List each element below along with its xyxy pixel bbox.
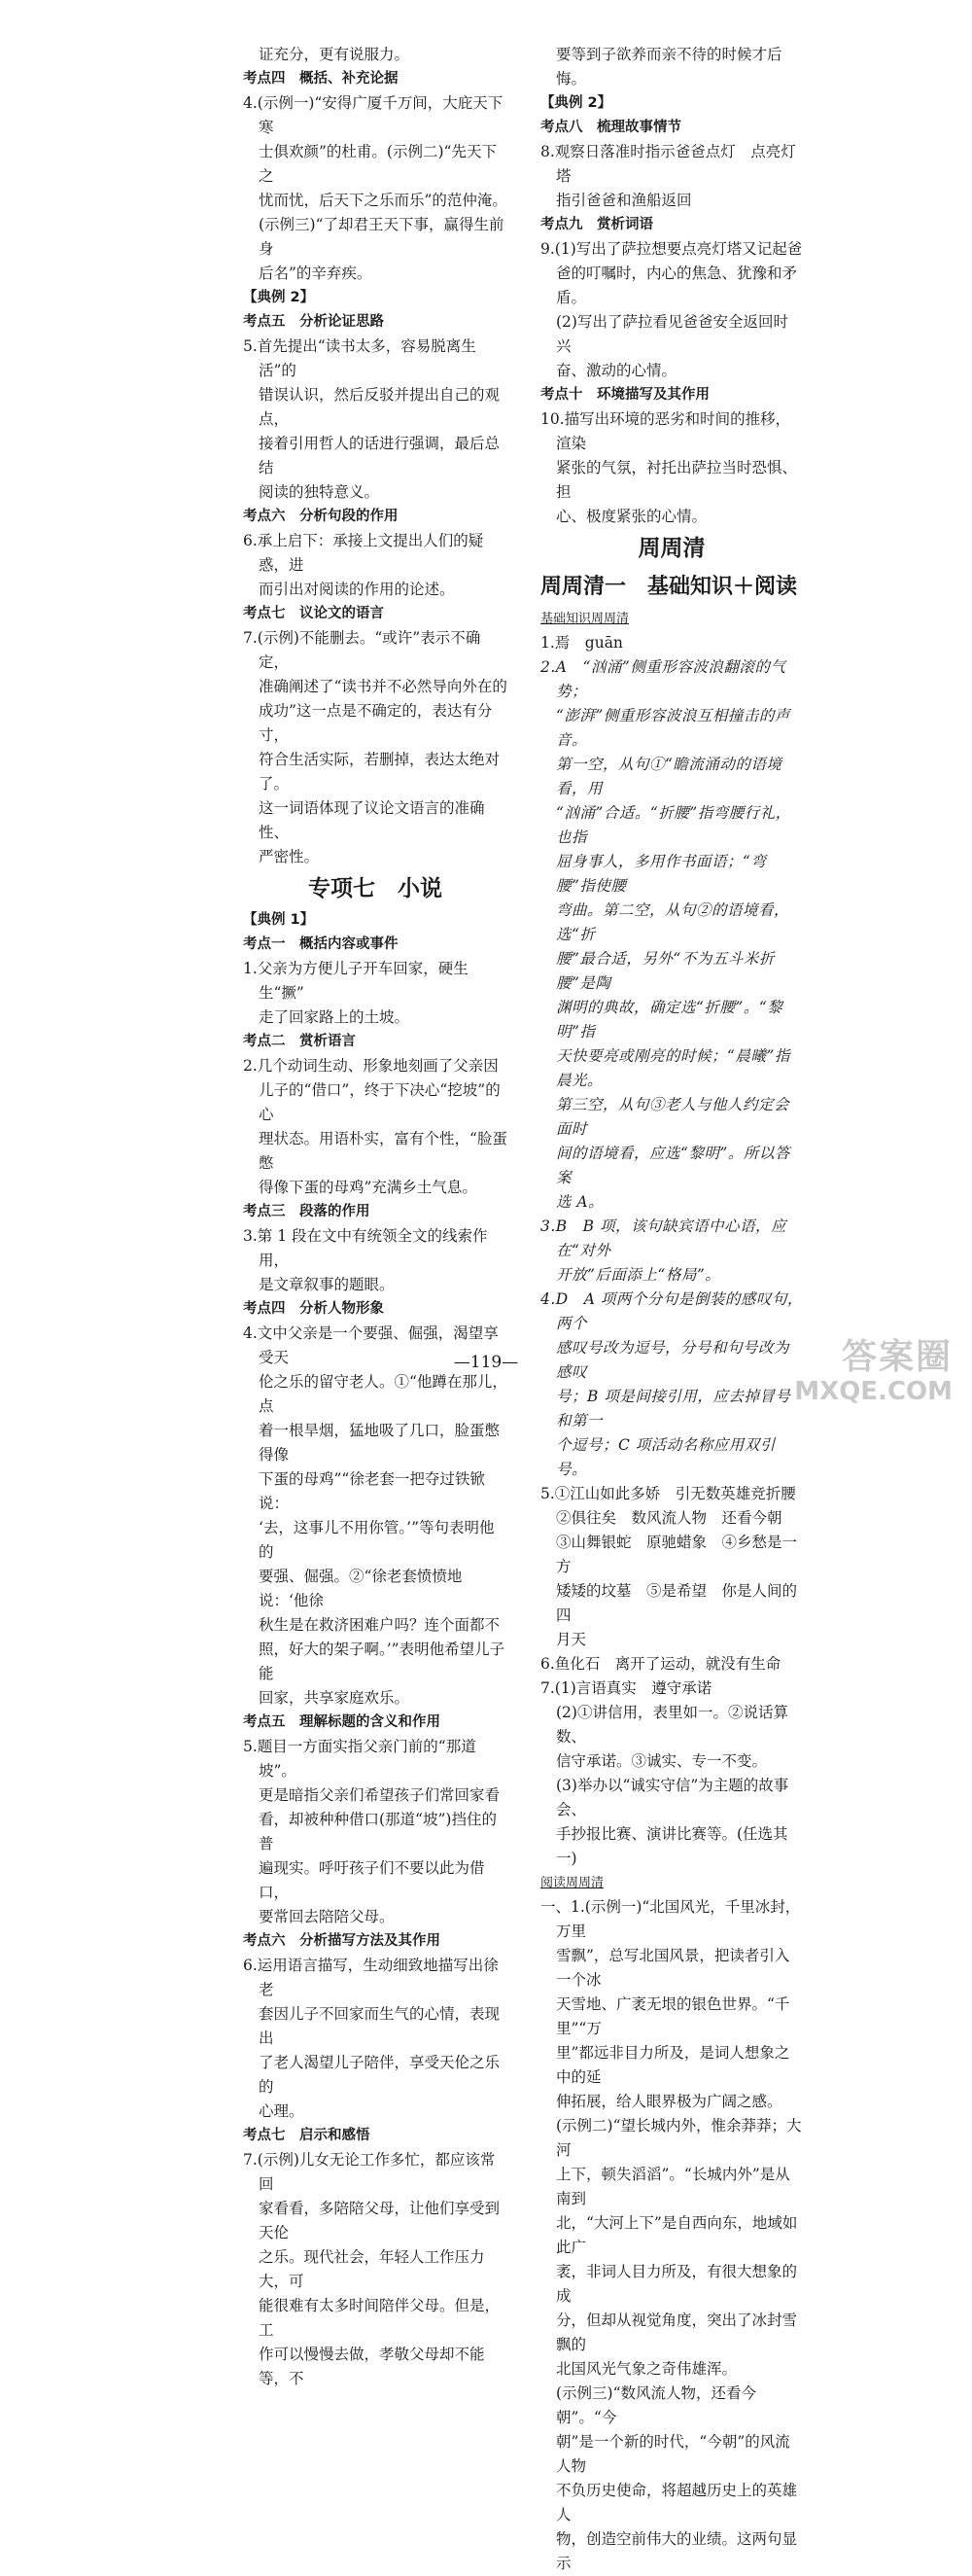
text-line: 1.父亲为方便儿子开车回家，硬生生“撅” [243,960,469,1002]
section-heading: 考点一 概括内容或事件 [243,936,399,952]
text-line: 儿子的“借口”，终于下决心“挖坡”的心 [259,1081,501,1123]
text-line: 月天 [556,1631,587,1648]
section-heading: 考点九 赏析词语 [540,217,653,232]
text-line: 是文章叙事的题眼。 [259,1276,395,1293]
text-line: 个逗号；C 项活动名称应用双引号。 [556,1436,776,1478]
text-line: 分，但却从视觉角度，突出了冰封雪飘的 [556,2311,798,2353]
text-line: 更是暗指父亲们希望孩子们常回家看 [259,1786,501,1804]
text-line: (2)写出了萨拉看见爸爸安全返回时兴 [556,313,788,355]
text-line: 忧而忧，后天下之乐而乐”的范仲淹。 [259,192,507,209]
text-line: (示例二)“望长城内外，惟余莽莽；大河 [556,2117,802,2159]
text-line: 6.承上启下：承接上文提出人们的疑惑，进 [243,532,484,574]
section-heading: 考点十 环境描写及其作用 [540,387,710,403]
text-line: 看，却被种种借口(那道“坡”)挡住的普 [259,1811,497,1853]
text-line: 5.①江山如此多娇 引无数英雄竞折腰 [540,1485,796,1502]
text-line: 爸的叮嘱时，内心的焦急、犹豫和矛盾。 [556,265,798,306]
text-line: 第一空，从句①“瞻流涌动的语境看，用 [556,756,782,797]
section-heading: 考点八 梳理故事情节 [540,120,681,135]
text-line: 着一根旱烟，猛地吸了几口，脸蛋憋得像 [259,1422,501,1464]
text-line: 秋生是在救济困难户吗？连个面都不 [259,1616,501,1634]
text-line: 士俱欢颜”的杜甫。(示例二)“先天下之 [259,143,497,185]
text-line: 里”都远非目力所及，是词人想象之中的延 [556,2044,790,2086]
text-line: 雪飘”，总写北国风景，把读者引入一个冰 [556,1947,790,1989]
text-line: 6.鱼化石 离开了运动，就没有生命 [540,1655,781,1673]
section-heading: 考点五 分析论证思路 [243,314,384,330]
text-line: 指引爸爸和渔船返回 [556,192,692,209]
text-line: 天雪地、广袤无垠的银色世界。“千里”“万 [556,1995,790,2037]
text-line: 成功”这一点是不确定的，表达有分寸， [259,702,493,744]
text-line: 阅读周周清 [540,1876,605,1890]
text-line: 接着引用哲人的话进行强调，最后总结 [259,435,501,476]
text-line: 信守承诺。③诚实、专一不变。 [556,1752,768,1770]
text-line: 8.观察日落准时指示爸爸点灯 点亮灯塔 [540,143,796,185]
text-line: 奋、激动的心情。 [556,362,677,379]
text-line: 严密性。 [259,848,320,865]
text-line: 上下，顿失滔滔”。“长城内外”是从南到 [556,2166,790,2207]
text-line: 屈身事人，多用作书面语；“弯腰”指使腰 [556,853,767,895]
right-column [540,43,803,2576]
section-title: 周周清一 基础知识＋阅读 [540,575,798,599]
text-line: 5.首先提出“读书太多，容易脱离生活”的 [243,337,476,379]
watermark-text: 答案圈 [841,1337,953,1377]
text-line: 开放”后面添上“格局”。 [556,1266,721,1284]
text-line: 紧张的气氛，衬托出萨拉当时恐惧、担 [556,459,798,501]
text-line: 要强、倔强。②“徐老套愤愤地说：‘他徐 [259,1568,463,1609]
text-line: 遍现实。呼吁孩子们不要以此为借口， [259,1859,485,1901]
text-line: (3)举办以“诚实守信”为主题的故事会、 [556,1777,789,1818]
text-line: 7.(示例)儿女无论工作多忙，都应该常回 [243,2151,496,2193]
section-heading: 【典例 2】 [243,290,315,305]
text-line: 弯曲。第二空，从句②的语境看，选“折 [556,901,790,943]
section-heading: 考点二 赏析语言 [243,1034,356,1049]
section-heading: 考点六 分析句段的作用 [243,509,399,524]
section-heading: 考点六 分析描写方法及其作用 [243,1933,440,1949]
text-line: 1.焉 guān [540,634,623,652]
text-line: 要等到子欲养而亲不待的时候才后悔。 [556,46,782,88]
text-line: 准确阐述了“读书并不必然导向外在的 [259,678,507,695]
text-line: 之乐。现代社会，年轻人工作压力大，可 [259,2248,485,2290]
text-line: 这一词语体现了议论文语言的准确性、 [259,799,485,841]
text-line: 得像下蛋的母鸡”充满乡土气息。 [259,1179,477,1196]
text-line: 伦之乐的留守老人。①“他蹲在那儿，点 [259,1373,507,1415]
text-line: 符合生活实际，若删掉，表达太绝对了。 [259,751,501,793]
text-line: 能很难有太多时间陪伴父母。但是，工 [259,2297,501,2339]
text-line: 套因儿子不回家而生气的心情，表现出 [259,2005,501,2047]
text-line: 腰”最合适，另外“不为五斗米折腰”是陶 [556,950,775,992]
text-line: ‘去，这事儿不用你管。’”等句表明他的 [259,1519,495,1561]
text-line: 5.题目一方面实指父亲门前的“那道坡”。 [243,1738,476,1780]
text-line: 要常回去陪陪父母。 [259,1908,395,1925]
text-line: 9.(1)写出了萨拉想要点亮灯塔又记起爸 [540,240,803,258]
text-line: 7.(示例)不能删去。“或许”表示不确定， [243,629,481,671]
text-line: ③山舞银蛇 原驰蜡象 ④乡愁是一方 [556,1534,798,1575]
text-line: 朝”是一个新的时代，“今朝”的风流人物 [556,2433,790,2475]
text-line: 4.(示例一)“安得广厦千万间，大庇天下寒 [243,94,503,136]
text-line: 心、极度紧张的心情。 [556,508,708,525]
text-line: 选 A。 [556,1193,605,1211]
text-line: 基础知识周周清 [540,612,630,626]
text-line: 2.几个动词生动、形象地刻画了父亲因 [243,1057,499,1075]
left-column [243,43,507,2391]
text-line: (示例三)“了却君王天下事，赢得生前身 [259,216,504,258]
text-line: 家看看，多陪陪父母，让他们享受到天伦 [259,2200,501,2241]
section-heading: 【典例 1】 [243,912,315,928]
text-line: 了老人渴望儿子陪伴，享受天伦之乐的 [259,2054,501,2096]
text-line: 3.B B 项，该句缺宾语中心语，应在“对外 [540,1217,786,1259]
text-line: 北，“大河上下”是自西向东，地域如此广 [556,2214,798,2256]
text-line: 理状态。用语朴实，富有个性，“脸蛋憋 [259,1130,507,1172]
text-line: 号；B 项是间接引用，应去掉冒号和第一 [556,1388,791,1429]
text-line: 证充分，更有说服力。 [259,46,410,63]
text-line: 渊明的典故，确定选“折腰”。“黎明”指 [556,999,783,1041]
text-line: 4.D A 项两个分句是倒装的感叹句，两个 [540,1290,803,1332]
section-heading: 考点四 概括、补充论据 [243,71,399,87]
text-line: 不负历史使命，将超越历史上的英雄人 [556,2482,798,2523]
section-title: 周周清 [638,536,706,561]
text-line: 第三空，从句③老人与他人约定会面时 [556,1096,790,1138]
watermark-url: MXQE.COM [794,1377,953,1406]
text-line: 走了回家路上的土坡。 [259,1008,410,1026]
text-line: 阅读的独特意义。 [259,483,380,501]
text-line: 物，创造空前伟大的业绩。这两句显示 [556,2530,798,2572]
text-line: 而引出对阅读的作用的论述。 [259,581,455,598]
text-line: 作可以慢慢去做，孝敬父母却不能等，不 [259,2346,485,2387]
section-heading: 【典例 2】 [540,95,612,111]
text-line: “澎湃”侧重形容波浪互相撞击的声音。 [556,707,790,749]
watermark-logo [794,1338,953,1406]
section-heading: 考点四 分析人物形象 [243,1301,384,1317]
section-title: 专项七 小说 [308,876,442,901]
section-heading: 考点五 理解标题的含义和作用 [243,1714,440,1730]
text-line: 2.A “汹涌”侧重形容波浪翻滚的气势； [540,658,786,700]
text-line: 天快要亮或刚亮的时候；“晨曦”指晨光。 [556,1047,790,1089]
text-line: 一、1.(示例一)“北国风光，千里冰封，万里 [540,1898,801,1940]
text-line: 6.运用语言描写，生动细致地描写出徐老 [243,1957,499,1998]
text-line: 感叹号改为逗号，分号和句号改为感叹 [556,1339,790,1381]
text-line: 矮矮的坟墓 ⑤是希望 你是人间的四 [556,1582,798,1624]
text-line: 袤，非词人目力所及，有很大想象的成 [556,2263,798,2305]
section-heading: 考点三 段落的作用 [243,1204,370,1219]
text-line: ②俱往矣 数风流人物 还看今朝 [556,1509,782,1527]
text-line: 7.(1)言语真实 遵守承诺 [540,1679,712,1697]
text-line: 10.描写出环境的恶劣和时间的推移，渲染 [540,410,791,452]
text-line: 后名”的辛弃疾。 [259,265,372,282]
text-line: 4.文中父亲是一个要强、倔强，渴望享受天 [243,1324,499,1366]
text-line: “汹涌”合适。“折腰”指弯腰行礼，也指 [556,804,791,846]
section-heading: 考点七 启示和感悟 [243,2128,370,2143]
text-line: 下蛋的母鸡”“徐老套一把夺过铁锨说： [259,1470,485,1512]
text-line: 手抄报比赛、演讲比赛等。(任选其一) [556,1825,788,1867]
text-line: 3.第 1 段在文中有统领全文的线索作用， [243,1227,488,1269]
text-line: 间的语境看，应选“黎明”。所以答案 [556,1145,790,1186]
section-heading: 考点七 议论文的语言 [243,606,384,621]
page-number: —119— [453,1353,519,1372]
text-line: (2)①讲信用，表里如一。②说话算数、 [556,1704,788,1746]
text-line: 照，好大的架子啊。’”表明他希望儿子能 [259,1641,505,1682]
text-line: 回家，共享家庭欢乐。 [259,1689,410,1707]
text-line: 错误认识，然后反驳并提出自己的观点， [259,386,501,428]
text-line: 伸拓展，给人眼界极为广阔之感。 [556,2093,782,2110]
text-line: (示例三)“数风流人物，还看今朝”。“今 [556,2384,757,2426]
text-line: 北国风光气象之奇伟雄浑。 [556,2360,738,2378]
text-line: 心理。 [259,2102,304,2120]
